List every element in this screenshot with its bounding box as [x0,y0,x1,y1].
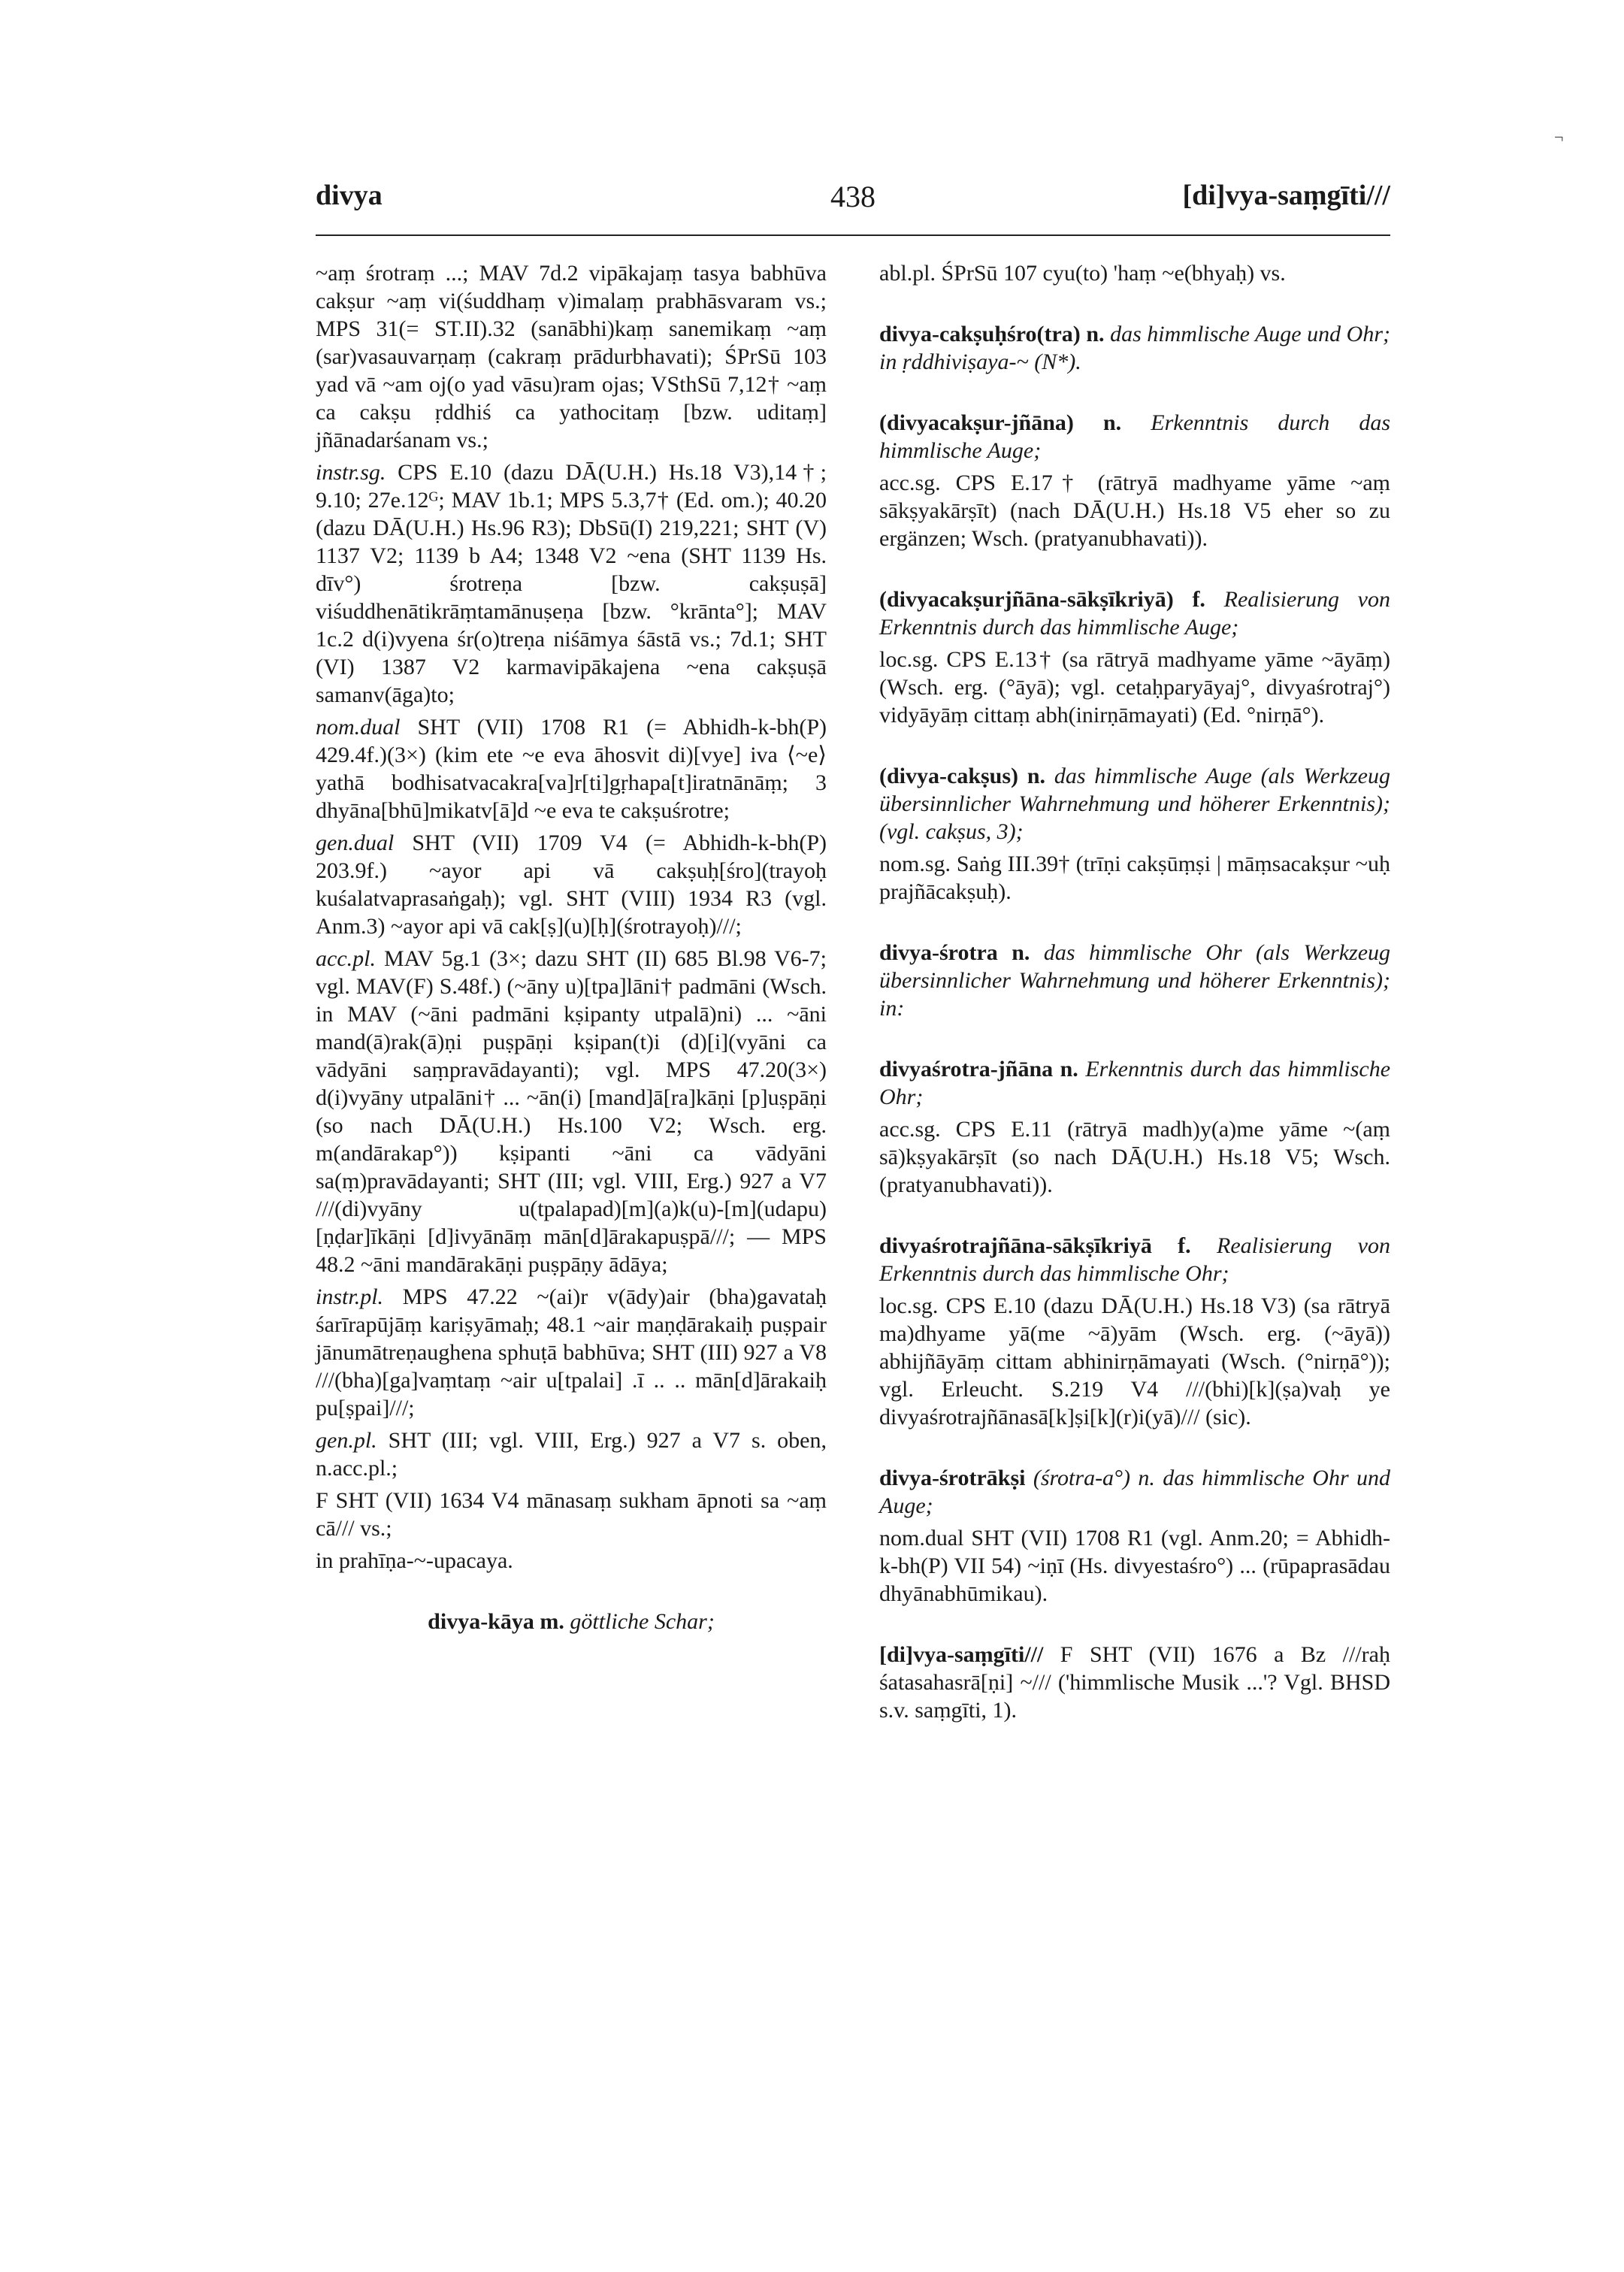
left-column [316,259,827,1635]
headword: [di]vya-saṃgīti/// [879,1642,1044,1667]
gloss: F SHT (VII) 1676 a Bz ///raḥ śatasahasrā[ṇi] ~/// ('himmlische Musik ...'? Vgl. BHSD s.v. saṃgīti, 1). [879,1642,1390,1723]
citation-text: MPS 47.22 ~(ai)r v(ādy)air (bha)gavataḥ śarīrapūjāṃ kariṣyāmaḥ; 48.1 ~air maṇḍārakaiḥ puṣpair jānumātreṇaughena sphuṭā babhūva; SHT (III) 927 a V8 ///(bha)[ga]vaṃtaṃ ~air u[tpalai] .ī .. .. mān[d]ārakaiḥ pu[ṣpai]///; [316,1284,827,1420]
gloss: das himmlische Auge und Ohr; in ṛddhiviṣaya-~ (N*). [879,322,1390,374]
entry-text: ~aṃ śrotraṃ ...; MAV 7d.2 vipākajaṃ tasya babhūva cakṣur ~aṃ vi(śuddhaṃ v)imalaṃ prabhāsvaram vs.; MPS 31(= ST.II).32 (sanābhi)kaṃ sanemikaṃ ~aṃ (sar)vasauvarṇaṃ (cakraṃ prādurbhavati); ŚPrSū 103 yad vā ~am oj(o yad vāsu)ram ojas; VSthSū 7,12† ~aṃ ca cakṣu ṛddhiś ca yathocitaṃ [bzw. uditaṃ] jñānadarśanam vs.; [316,261,827,452]
citation-text: CPS E.10 (dazu DĀ(U.H.) Hs.18 V3),14†; 9.10; 27e.12ᴳ; MAV 1b.1; MPS 5.3,7† (Ed. om.); 40.20 (dazu DĀ(U.H.) Hs.96 R3); DbSū(I) 219,221; SHT (V) 1137 V2; 1139 b A4; 1348 V2 ~ena (SHT 1139 Hs. dīv°) śrotreṇa [bzw. cakṣuṣā] viśuddhenātikrāṃtamānuṣeṇa [bzw. °krānta°]; MAV 1c.2 d(i)vyena śr(o)treṇa niśāmya śāstā vs.; 7d.1; SHT (VI) 1387 V2 karmavipākajena ~ena cakṣuṣā samanv(āga)to; [316,460,827,707]
citation-text: SHT (VII) 1708 R1 (= Abhidh-k-bh(P) 429.4f.)(3×) (kim ete ~e eva āhosvit di)[vye] iva ⟨~e⟩ yathā bodhisatvacakra[va]r[ti]gṛhapa[t]iratnānāṃ; 3 dhyāna[bhū]mikatv[ā]d ~e eva te cakṣuśrotre; [316,715,827,823]
dictionary-entry [879,939,1390,1022]
entry-text: loc.sg. CPS E.10 (dazu DĀ(U.H.) Hs.18 V3) (sa rātryā ma)dhyame yā(me ~ā)yām (Wsch. erg. (~āyā)) abhijñāyāṃ cittam abhinirṇāmayati (Wsch. (°nirṇā°)); vgl. Erleucht. S.219 V4 ///(bhi)[k](ṣa)vaḥ ye divyaśrotrajñānasā[k]ṣi[k](r)i(yā)/// (sic). [879,1293,1390,1429]
dictionary-entry [879,1641,1390,1724]
headword: (divyacakṣurjñāna-sākṣīkriyā) f. [879,587,1205,612]
dictionary-entry [879,1055,1390,1111]
headword: divya-kāya m. [428,1609,564,1634]
dictionary-entry [879,1464,1390,1520]
grammar-label: nom.dual [316,715,401,740]
page-number: 438 [830,180,876,213]
running-head-left: divya [316,180,383,211]
cross-reference: in prahīṇa-~-upacaya. [316,1548,513,1573]
entry-text [316,1426,827,1482]
entry-text: nom.sg. Saṅg III.39† (trīṇi cakṣūṃṣi | māṃsacakṣur ~uḥ prajñācakṣuḥ). [879,852,1390,904]
dictionary-entry [879,409,1390,464]
dictionary-entry [316,1608,827,1635]
entry-text [316,829,827,940]
entry-text [316,713,827,824]
entry-text: F SHT (VII) 1634 V4 mānasaṃ sukham āpnoti sa ~aṃ cā/// vs.; [316,1488,827,1541]
running-head-right: [di]vya-saṃgīti/// [1182,180,1390,211]
entry-text: nom.dual SHT (VII) 1708 R1 (vgl. Anm.20; = Abhidh-k-bh(P) VII 54) ~iṇī (Hs. divyestaśro°) ... (rūpaprasādau dhyānabhūmikau). [879,1526,1390,1606]
headword: (divyacakṣur-jñāna) n. [879,410,1122,435]
entry-text [316,1283,827,1422]
entry-text: abl.pl. ŚPrSū 107 cyu(to) 'haṃ ~e(bhyaḥ) vs. [879,261,1286,286]
right-column [879,259,1390,1724]
entry-text: acc.sg. CPS E.11 (rātryā madh)y(a)me yāme ~(aṃ sā)kṣyakārṣīt (so nach DĀ(U.H.) Hs.18 V5; Wsch. (pratyanubhavati)). [879,1117,1390,1197]
grammar-label: gen.dual [316,830,395,855]
dictionary-entry [879,320,1390,376]
header-rule [316,234,1390,236]
gloss: das himmlische Auge (als Werkzeug übersinnlicher Wahrnehmung und höherer Erkenntnis); (vgl. cakṣus, 3); [879,764,1390,844]
grammar-label: gen.pl. [316,1428,377,1453]
headword: divya-cakṣuḥśro(tra) n. [879,322,1105,346]
citation-text: SHT (VII) 1709 V4 (= Abhidh-k-bh(P) 203.9f.) ~ayor api vā cakṣuḥ[śro](trayoḥ kuśalatvaprasaṅgaḥ); vgl. SHT (VIII) 1934 R3 (vgl. Anm.3) ~ayor api vā cak[ṣ](u)[ḥ](śrotrayoḥ)///; [316,830,827,939]
entry-text: loc.sg. CPS E.13† (sa rātryā madhyame yāme ~āyāṃ) (Wsch. erg. (°āyā); vgl. cetaḥparyāyaj°, divyaśrotraj°) vidyāyāṃ cittaṃ abh(inirṇāmayati) (Ed. °nirṇā°). [879,647,1390,728]
dictionary-entry [879,762,1390,846]
grammar-label: instr.sg. [316,460,386,485]
gloss: Realisierung von Erkenntnis durch das himmlische Ohr; [879,1233,1390,1286]
headword: divya-śrotra n. [879,940,1030,965]
dictionary-entry [879,585,1390,641]
corner-mark: ¬ [1554,128,1564,147]
entry-text [316,458,827,709]
grammar-label: instr.pl. [316,1284,384,1309]
page-header [316,179,1390,224]
citation-text: MAV 5g.1 (3×; dazu SHT (II) 685 Bl.98 V6-7; vgl. MAV(F) S.48f.) (~āny u)[tpa]lāni† padmāni (Wsch. in MAV (~āni padmāni kṣipanty utpalā)ni) ... ~āni mand(ā)rak(ā)ṇi puṣpāṇi kṣipan(t)i (d)[i](vyāni ca vādyāni saṃpravādayanti); vgl. MPS 47.20(3×) d(i)vyāny utpalāni† ... ~ān(i) [mand]ā[ra]kāṇi [p]uṣpāṇi (so nach DĀ(U.H.) Hs.100 V2; Wsch. erg. m(andārakap°)) kṣipanti ~āni ca vādyāni sa(ṃ)pravādayanti; SHT (III; vgl. VIII, Erg.) 927 a V7 ///(di)vyāny u(tpalapad)[m](a)k(u)-[m](udapu)[ṇḍar]īkāṇi [d]ivyānāṃ mān[d]ārakapuṣpā///; — MPS 48.2 ~āni mandārakāṇi puṣpāṇy ādāya; [316,946,827,1277]
headword: divya-śrotrākṣi [879,1466,1026,1490]
entry-text: acc.sg. CPS E.17† (rātryā madhyame yāme ~aṃ sākṣyakārṣīt) (nach DĀ(U.H.) Hs.18 V5 eher so zu ergänzen; Wsch. (pratyanubhavati)). [879,470,1390,551]
entry-text [316,945,827,1278]
gloss: Realisierung von Erkenntnis durch das himmlische Auge; [879,587,1390,640]
dictionary-entry [879,1232,1390,1287]
gloss: das himmlische Ohr (als Werkzeug übersinnlicher Wahrnehmung und höherer Erkenntnis); in: [879,940,1391,1021]
grammar-label: acc.pl. [316,946,376,971]
citation-text: SHT (III; vgl. VIII, Erg.) 927 a V7 s. oben, n.acc.pl.; [316,1428,827,1481]
gloss: göttliche Schar; [570,1609,715,1634]
gloss: (śrotra-a°) n. das himmlische Ohr und Auge; [879,1466,1390,1518]
gloss: Erkenntnis durch das himmlische Ohr; [879,1057,1391,1109]
headword: (divya-cakṣus) n. [879,764,1046,788]
gloss: Erkenntnis durch das himmlische Auge; [879,410,1390,463]
headword: divyaśrotrajñāna-sākṣīkriyā f. [879,1233,1191,1258]
headword: divyaśrotra-jñāna n. [879,1057,1078,1082]
